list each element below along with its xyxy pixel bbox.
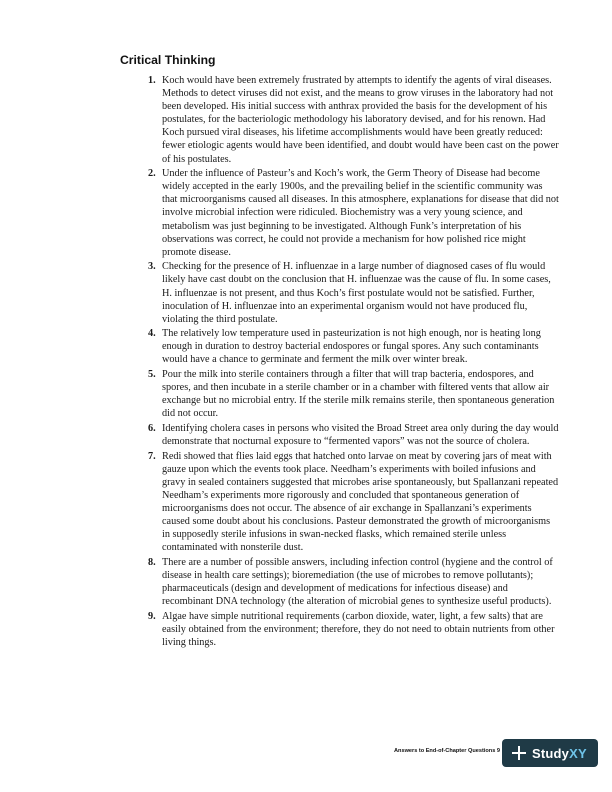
answer-item bbox=[132, 260, 560, 325]
answer-number: 1. bbox=[148, 75, 156, 86]
answer-number: 2. bbox=[148, 168, 156, 180]
studyxy-logo[interactable] bbox=[502, 739, 598, 767]
plus-icon bbox=[512, 746, 526, 760]
answer-text: Identifying cholera cases in persons who visited the Broad Street area only during the day would demonstrate that nocturnal exposure to “fermented vapors” was not the source of cholera. bbox=[162, 422, 559, 448]
answer-text: Algae have simple nutritional requirements (carbon dioxide, water, light, a few salts) that are easily obtained from the environment; therefore, they do not need to obtain nutrients from other living things. bbox=[162, 610, 555, 648]
brand-name: Study bbox=[532, 745, 570, 761]
brand-accent: XY bbox=[569, 745, 587, 761]
answer-item bbox=[132, 368, 560, 420]
answer-item bbox=[132, 327, 560, 366]
answer-text: Checking for the presence of H. influenzae in a large number of diagnosed cases of flu would likely have cast doubt on the conclusion that H. influenzae was the cause of flu. In some cases, H. influenzae is not present, and thus Koch’s first postulate would not be satisfied. Further, inoculation of H. influenzae into an experimental organism would not have produced flu, violating the third postulate. bbox=[162, 261, 551, 325]
answer-item bbox=[132, 422, 560, 448]
answer-item bbox=[132, 556, 560, 608]
section-heading: Critical Thinking bbox=[120, 53, 216, 67]
answer-text: There are a number of possible answers, including infection control (hygiene and the control of disease in health care settings); bioremediation (the use of microbes to remove pollutants); pharmaceuticals (design and development of medications for infectious disease) and recombinant DNA technology (the alteration of microbial genes to synthesize useful products). bbox=[162, 556, 553, 608]
answer-number: 6. bbox=[148, 422, 156, 434]
answer-text: Under the influence of Pasteur’s and Koch’s work, the Germ Theory of Disease had become widely accepted in the early 1900s, and the prevailing belief in the scientific community was that microorganisms caused all diseases. In this atmosphere, explanations for disease that did not involve microbial infection were ridiculed. Biochemistry was a very young science, and metabolism was just beginning to be investigated. Although Funk’s interpretation of his observations was correct, he could not provide a mechanism for how polished rice might promote disease. bbox=[162, 168, 559, 258]
brand-wordmark bbox=[532, 746, 587, 761]
answer-text: The relatively low temperature used in pasteurization is not high enough, nor is heating long enough in duration to destroy bacterial endospores or fungal spores. Any such contaminants would have a chance to germinate and ferment the milk over winter break. bbox=[162, 328, 541, 366]
answer-item bbox=[132, 167, 560, 259]
answer-number: 9. bbox=[148, 610, 156, 622]
answer-number: 7. bbox=[148, 450, 156, 462]
page-footer: Answers to End-of-Chapter Questions 9 bbox=[394, 748, 500, 754]
answer-text: Pour the milk into sterile containers through a filter that will trap bacteria, endospores, and spores, and then incubate in a sterile chamber or in a chamber with filtered vents that allow air exchange but no microbial entry. If the sterile milk remains sterile, then spontaneous generation did not occur. bbox=[162, 369, 555, 420]
answer-item bbox=[132, 450, 560, 555]
answer-text: Redi showed that flies laid eggs that hatched onto larvae on meat by covering jars of meat with gauze upon which the events took place. Needham’s experiments with boiled infusions and gravy in sealed containers suggested that microbes arise spontaneously, but Spallanzani repeated Needham’s experiments more rigorously and concluded that spontaneous generation of microorganisms does not occur. The absence of air exchange in Spallanzani’s experiments caused some doubt about his conclusions. Pasteur demonstrated the growth of microorganisms in supposedly sterile infusions in swan-necked flasks, which remained sterile unless contaminated with nonsterile dust. bbox=[162, 450, 559, 554]
answer-item bbox=[132, 610, 560, 649]
answer-item bbox=[132, 74, 560, 166]
answer-number: 3. bbox=[148, 261, 156, 273]
answer-number: 4. bbox=[148, 328, 156, 340]
answer-number: 8. bbox=[148, 556, 156, 568]
answer-text: Koch would have been extremely frustrated by attempts to identify the agents of viral diseases. Methods to detect viruses did not exist, and the means to grow viruses in the laboratory had not been developed. His initial success with anthrax provided the basis for the development of his postulates, for the bacteriologic methodology his laboratory devised, and for his renown. Had Koch pursued viral diseases, his lifetime accomplishments would have been greatly reduced: fewer etiologic agents would have been identified, and doubt would have been cast on the power of his postulates. bbox=[162, 75, 559, 165]
answer-number: 5. bbox=[148, 369, 156, 381]
answer-list bbox=[132, 74, 560, 651]
